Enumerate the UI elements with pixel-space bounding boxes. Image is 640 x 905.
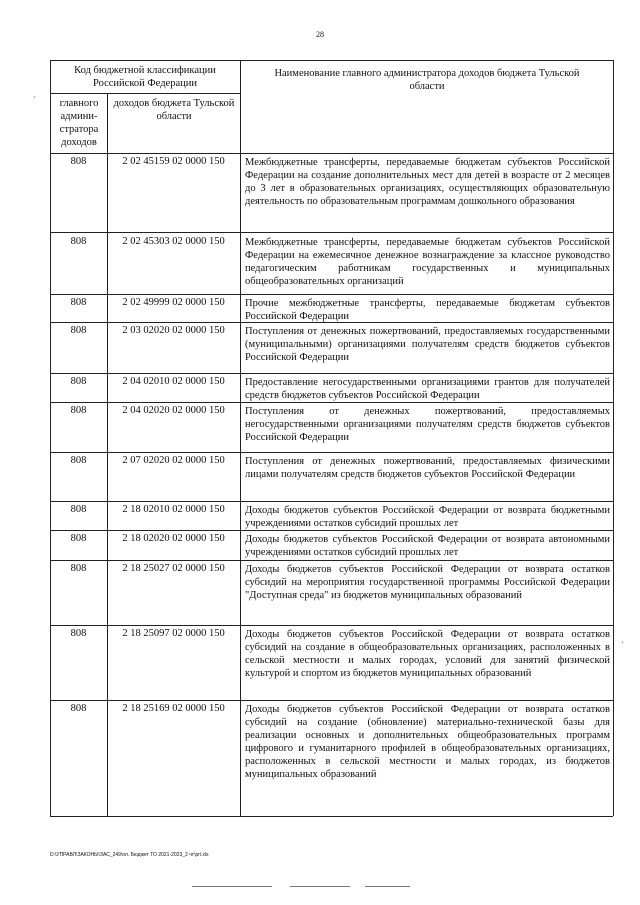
income-name: Предоставление негосударственными организациями грантов для получателей средств бюджетов субъектов Российской Федерации	[245, 377, 610, 401]
income-code: 2 02 49999 02 0000 150	[122, 297, 225, 308]
row-line	[50, 452, 613, 453]
header-bottom	[50, 153, 613, 154]
row-line	[50, 625, 613, 626]
admin-code: 808	[70, 563, 87, 574]
admin-code: 808	[70, 455, 87, 466]
income-code: 2 18 25027 02 0000 150	[122, 563, 225, 574]
row-line	[50, 700, 613, 701]
page-number: 28	[316, 30, 324, 39]
admin-code: 808	[70, 376, 87, 387]
row-line	[50, 560, 613, 561]
file-path-footer: D:\УПРАВЛ\ЗАКОНЫ\ЗАС_249\пл. Бюджет ТО 2021-2023_2 чт\prl.xls	[50, 852, 209, 858]
income-code: 2 03 02020 02 0000 150	[122, 325, 225, 336]
income-name: Межбюджетные трансферты, передаваемые бюджетам субъектов Российской Федерации на ежемесячное денежное вознаграждение за классное руководство педагогическим работникам государственных и муниципальных общеобразовательных организаций	[245, 237, 610, 287]
income-code: 2 18 02010 02 0000 150	[122, 504, 225, 515]
income-name: Межбюджетные трансферты, передаваемые бюджетам субъектов Российской Федерации на создание дополнительных мест для детей в возрасте от 2 месяцев до 3 лет в образовательных организациях, осуществляющих образовательную деятельность по образовательным программам дошкольного образования	[245, 157, 610, 207]
admin-code: 808	[70, 325, 87, 336]
row-line	[50, 530, 613, 531]
header-name: Наименование главного администратора доходов бюджета Тульской области	[274, 68, 580, 92]
header-income-code: доходов бюджета Тульской области	[113, 98, 235, 122]
income-code: 2 04 02020 02 0000 150	[122, 405, 225, 416]
income-name: Доходы бюджетов субъектов Российской Федерации от возврата остатков субсидий на создание в общеобразовательных организациях, расположенных в сельской местности и малых городах, условий для занятий физической культурой и спортом из бюджетов муниципальных образований	[245, 629, 610, 679]
signature-line	[365, 886, 410, 887]
admin-code: 808	[70, 156, 87, 167]
income-name: Поступления от денежных пожертвований, предоставляемых физическими лицами получателям средств бюджетов субъектов Российской Федерации	[245, 456, 610, 480]
admin-code: 808	[70, 533, 87, 544]
scan-mark: ˊ	[33, 95, 36, 105]
border-top	[50, 60, 613, 61]
row-line	[50, 294, 613, 295]
income-code: 2 02 45159 02 0000 150	[122, 156, 225, 167]
header-divider	[50, 93, 240, 94]
income-code: 2 07 02020 02 0000 150	[122, 455, 225, 466]
income-code: 2 18 02020 02 0000 150	[122, 533, 225, 544]
scan-mark: ˊ	[621, 640, 624, 650]
header-admin-code: главного админи-стратора доходов	[59, 98, 99, 148]
income-code: 2 02 45303 02 0000 150	[122, 236, 225, 247]
income-code: 2 18 25169 02 0000 150	[122, 703, 225, 714]
income-code: 2 04 02010 02 0000 150	[122, 376, 225, 387]
income-name: Доходы бюджетов субъектов Российской Федерации от возврата остатков субсидий на мероприятия государственной программы Российской Федерации "Доступная среда" из бюджетов муниципальных образований	[245, 564, 610, 601]
income-name: Доходы бюджетов субъектов Российской Федерации от возврата автономными учреждениями остатков субсидий прошлых лет	[245, 534, 610, 558]
admin-code: 808	[70, 628, 87, 639]
income-name: Поступления от денежных пожертвований, предоставляемых государственными (муниципальными) организациями получателям средств бюджетов субъектов Российской Федерации	[245, 326, 610, 363]
admin-code: 808	[70, 297, 87, 308]
admin-code: 808	[70, 504, 87, 515]
header-code-group: Код бюджетной классификации Российской Федерации	[74, 65, 216, 89]
income-name: Поступления от денежных пожертвований, предоставляемых негосударственными организациями получателям средств бюджетов субъектов Российской Федерации	[245, 406, 610, 443]
admin-code: 808	[70, 703, 87, 714]
income-code: 2 18 25097 02 0000 150	[122, 628, 225, 639]
row-line	[50, 501, 613, 502]
border-right	[613, 60, 614, 816]
row-line	[50, 232, 613, 233]
admin-code: 808	[70, 405, 87, 416]
income-name: Прочие межбюджетные трансферты, передаваемые бюджетам субъектов Российской Федерации	[245, 298, 610, 322]
income-name: Доходы бюджетов субъектов Российской Федерации от возврата бюджетными учреждениями остатков субсидий прошлых лет	[245, 505, 610, 529]
signature-line	[290, 886, 350, 887]
border-bottom	[50, 816, 613, 817]
signature-line	[192, 886, 272, 887]
row-line	[50, 402, 613, 403]
income-name: Доходы бюджетов субъектов Российской Федерации от возврата остатков субсидий на создание (обновление) материально-технической базы для реализации основных и дополнительных общеобразовательных программ цифрового и гуманитарного профилей в общеобразовательных организациях, расположенных в сельской местности и малых городах, из бюджетов муниципальных образований	[245, 704, 610, 780]
border-col2	[240, 60, 241, 816]
row-line	[50, 373, 613, 374]
admin-code: 808	[70, 236, 87, 247]
